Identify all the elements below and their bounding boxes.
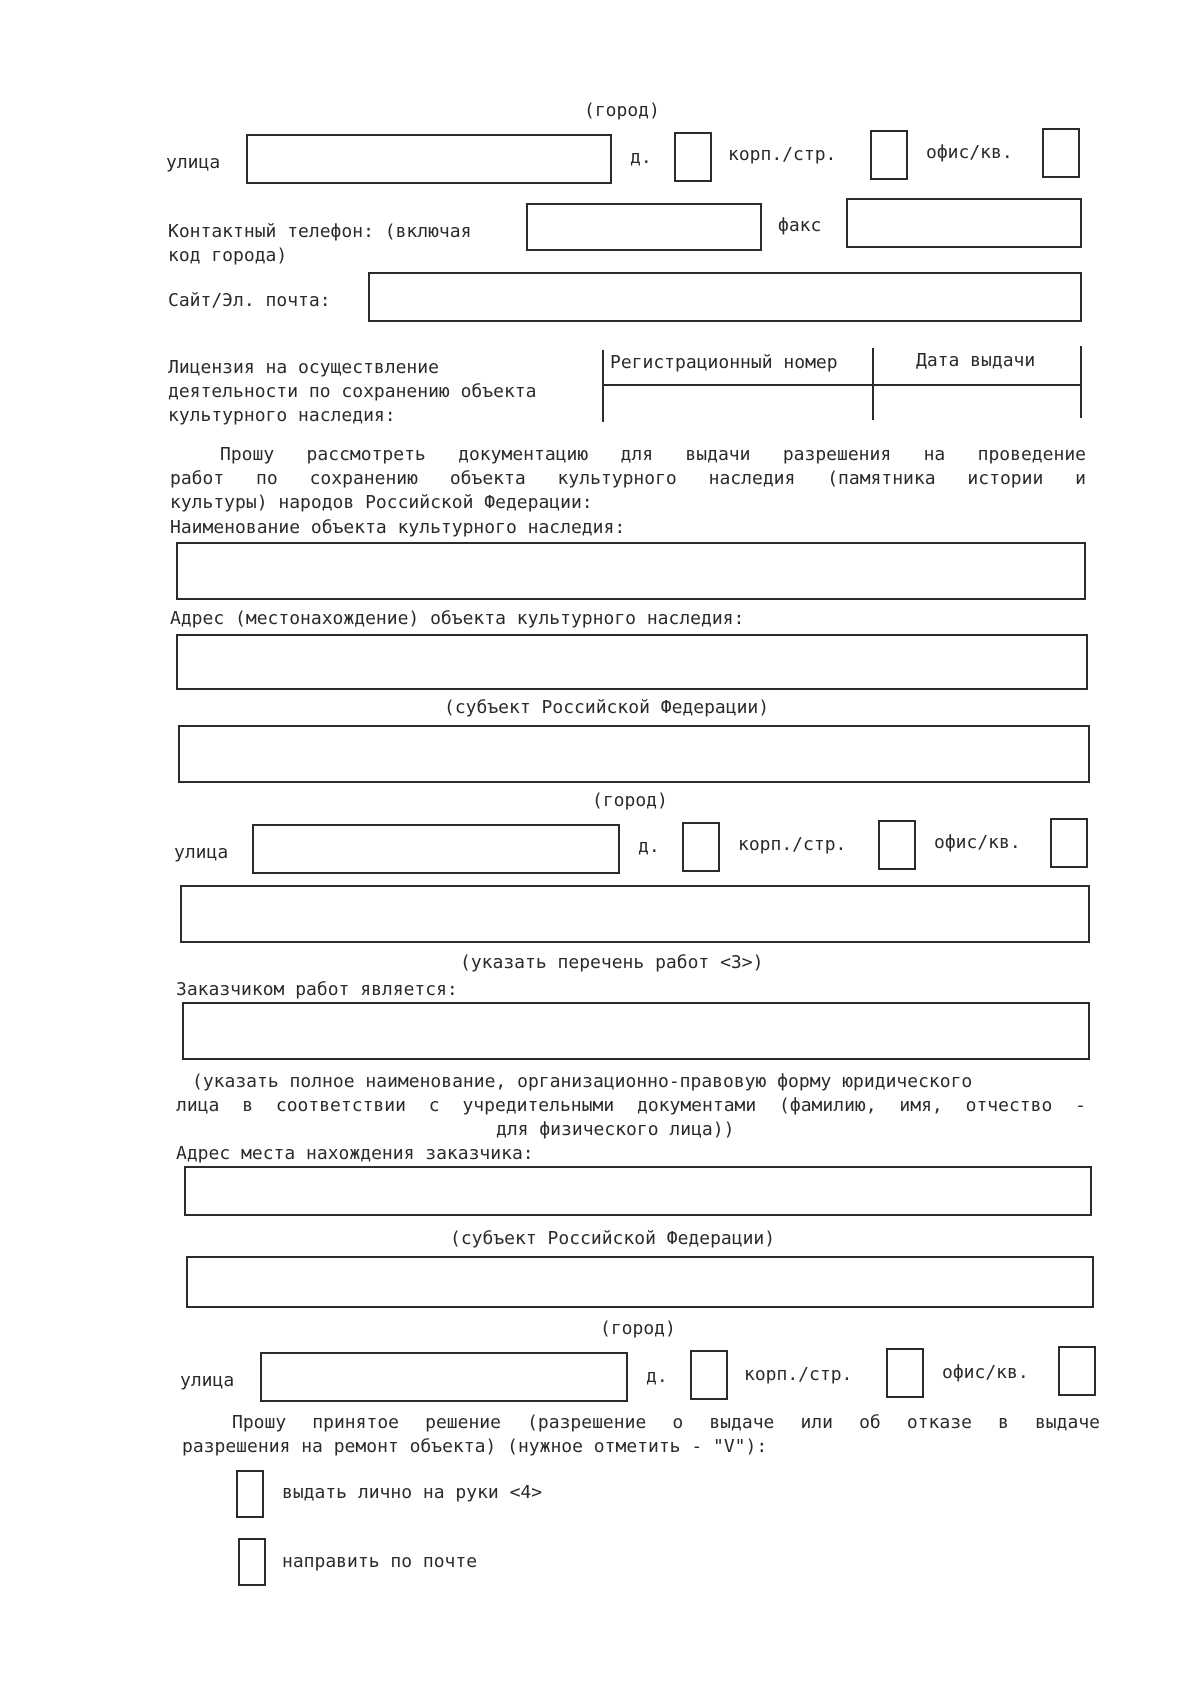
- object-city-field[interactable]: [178, 725, 1090, 783]
- customer-subject-caption: (субъект Российской Федерации): [450, 1228, 776, 1249]
- customer-subject-field[interactable]: [184, 1166, 1092, 1216]
- object-building-label: корп./стр.: [738, 834, 847, 855]
- license-label-line2: деятельности по сохранению объекта: [168, 381, 537, 402]
- object-office-label: офис/кв.: [934, 832, 1021, 853]
- street-field[interactable]: [246, 134, 612, 184]
- customer-city-field[interactable]: [186, 1256, 1094, 1308]
- request-para-line3: культуры) народов Российской Федерации:: [170, 492, 593, 513]
- license-header-issue-date: Дата выдачи: [916, 350, 1036, 371]
- object-name-label: Наименование объекта культурного наследия:: [170, 517, 626, 538]
- customer-building-field[interactable]: [886, 1348, 924, 1398]
- fax-field[interactable]: [846, 198, 1082, 248]
- license-header-reg-number: Регистрационный номер: [610, 352, 838, 373]
- customer-office-field[interactable]: [1058, 1346, 1096, 1396]
- customer-building-label: корп./стр.: [744, 1364, 853, 1385]
- house-label: д.: [630, 147, 652, 168]
- object-street-label: улица: [174, 842, 229, 863]
- customer-caption-line2: лица в соответствии с учредительными документами (фамилию, имя, отчество -: [176, 1095, 1086, 1116]
- object-name-field[interactable]: [176, 542, 1086, 600]
- site-label: Сайт/Эл. почта:: [168, 290, 331, 311]
- house-field[interactable]: [674, 132, 712, 182]
- works-caption: (указать перечень работ <3>): [460, 952, 764, 973]
- object-subject-field[interactable]: [176, 634, 1088, 690]
- customer-office-label: офис/кв.: [942, 1362, 1029, 1383]
- customer-caption-line1: (указать полное наименование, организационно-правовую форму юридического: [192, 1071, 973, 1092]
- license-reg-number-field[interactable]: [604, 386, 872, 420]
- site-field[interactable]: [368, 272, 1082, 322]
- customer-street-field[interactable]: [260, 1352, 628, 1402]
- works-field[interactable]: [180, 885, 1090, 943]
- customer-house-label: д.: [646, 1366, 668, 1387]
- in-person-option-label: выдать лично на руки <4>: [282, 1482, 543, 1503]
- customer-address-label: Адрес места нахождения заказчика:: [176, 1143, 534, 1164]
- license-table-right-border: [1080, 346, 1082, 418]
- customer-label: Заказчиком работ является:: [176, 979, 458, 1000]
- request-para-line1: Прошу рассмотреть документацию для выдачи разрешения на проведение: [220, 444, 1086, 465]
- license-label-line3: культурного наследия:: [168, 405, 396, 426]
- building-field[interactable]: [870, 130, 908, 180]
- in-person-checkbox[interactable]: [236, 1470, 264, 1518]
- object-street-field[interactable]: [252, 824, 620, 874]
- city-caption: (город): [584, 100, 660, 121]
- customer-city-caption: (город): [600, 1318, 676, 1339]
- object-city-caption: (город): [592, 790, 668, 811]
- decision-para-line2: разрешения на ремонт объекта) (нужное отметить - "V"):: [182, 1436, 768, 1457]
- fax-label: факс: [778, 215, 822, 236]
- license-label-line1: Лицензия на осуществление: [168, 357, 439, 378]
- by-mail-checkbox[interactable]: [238, 1538, 266, 1586]
- object-house-field[interactable]: [682, 822, 720, 872]
- object-building-field[interactable]: [878, 820, 916, 870]
- office-label: офис/кв.: [926, 142, 1013, 163]
- street-label: улица: [166, 152, 221, 173]
- object-office-field[interactable]: [1050, 818, 1088, 868]
- customer-street-label: улица: [180, 1370, 235, 1391]
- customer-house-field[interactable]: [690, 1350, 728, 1400]
- phone-label-line2: код города): [168, 245, 288, 266]
- phone-label-line1: Контактный телефон: (включая: [168, 221, 472, 242]
- object-house-label: д.: [638, 836, 660, 857]
- object-subject-caption: (субъект Российской Федерации): [444, 697, 770, 718]
- office-field[interactable]: [1042, 128, 1080, 178]
- license-issue-date-field[interactable]: [874, 386, 1080, 420]
- phone-field[interactable]: [526, 203, 762, 251]
- customer-name-field[interactable]: [182, 1002, 1090, 1060]
- by-mail-option-label: направить по почте: [282, 1551, 478, 1572]
- decision-para-line1: Прошу принятое решение (разрешение о выдаче или об отказе в выдаче: [232, 1412, 1100, 1433]
- building-label: корп./стр.: [728, 144, 837, 165]
- customer-caption-line3: для физического лица)): [496, 1119, 735, 1140]
- request-para-line2: работ по сохранению объекта культурного наследия (памятника истории и: [170, 468, 1086, 489]
- object-address-label: Адрес (местонахождение) объекта культурного наследия:: [170, 608, 745, 629]
